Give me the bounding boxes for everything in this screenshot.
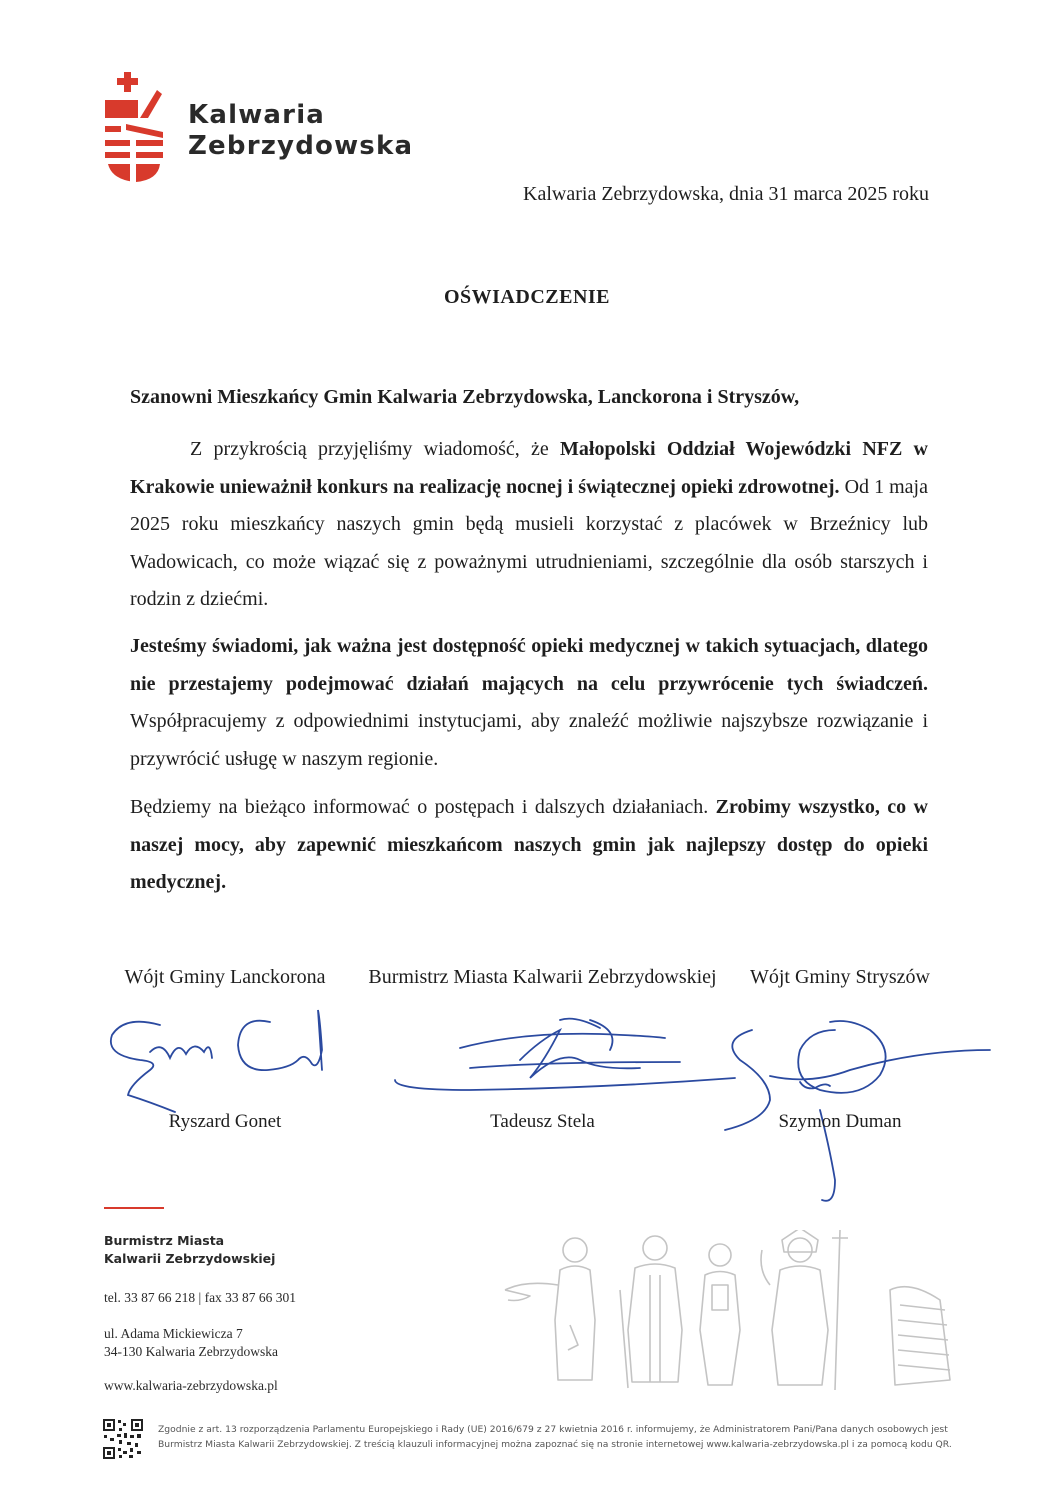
- p1-text-1: Z przykrością przyjęliśmy wiadomość, że: [190, 438, 561, 460]
- signatory-2-name: Tadeusz Stela: [490, 1111, 595, 1132]
- p1-bold-1: Małopolski Oddział Wojewódzki NFZ w Krakowie unieważnił konkurs na realizację nocnej i świątecznej opieki zdrowotnej.: [130, 438, 929, 498]
- footer-org-line2: Kalwarii Zebrzydowskiej: [104, 1251, 276, 1266]
- document-title: OŚWIADCZENIE: [443, 286, 611, 308]
- signatory-2-title: Burmistrz Miasta Kalwarii Zebrzydowskiej: [368, 966, 717, 988]
- gdpr-notice: [158, 1422, 973, 1452]
- pilgrim-figures-illustration-icon: [500, 1230, 960, 1400]
- gdpr-notice-line1: Zgodnie z art. 13 rozporządzenia Parlamentu Europejskiego i Rady (UE) 2016/679 z 27 kwietnia 2016 r. informujemy, że Administratorem Pani/Pana danych osobowych jest: [158, 1424, 948, 1435]
- signatory-3-name: Szymon Duman: [778, 1111, 902, 1132]
- p2-bold-1: Jesteśmy świadomi, jak ważna jest dostępność opieki medycznej w takich sytuacjach, dlatego nie przestajemy podejmować działań mających na celu przywrócenie tych świadczeń.: [130, 635, 928, 695]
- handwritten-signatures-icon: [0, 990, 1054, 1220]
- footer-accent-line: [104, 1207, 164, 1209]
- p1-text-2: Od 1 maja 2025 roku mieszkańcy naszych gmin będą musieli korzystać z placówek w Brzeźnicy lub Wadowicach, co może wiązać się z poważnymi utrudnieniami, szczególnie dla osób starszych i rodzin z dziećmi.: [130, 475, 928, 610]
- footer-organization: [104, 1232, 275, 1268]
- p2-text-1: Współpracujemy z odpowiednimi instytucjami, aby znaleźć możliwie najszybsze rozwiązanie i przywrócić usługę w naszym regionie.: [130, 710, 928, 770]
- date-line: Kalwaria Zebrzydowska, dnia 31 marca 2025 roku: [523, 183, 929, 205]
- paragraph-2: [130, 628, 928, 778]
- logo-name-line2: Zebrzydowska: [188, 131, 414, 161]
- footer-address-line1: ul. Adama Mickiewicza 7: [104, 1326, 243, 1341]
- city-logo-wordmark: [188, 100, 413, 162]
- footer-org-line1: Burmistrz Miasta: [104, 1233, 225, 1248]
- p3-bold-1: Zrobimy wszystko, co w naszej mocy, aby zapewnić mieszkańcom naszych gmin jak najlepszy dostęp do opieki medycznej.: [130, 796, 928, 893]
- paragraph-1: [130, 431, 928, 619]
- greeting: Szanowni Mieszkańcy Gmin Kalwaria Zebrzydowska, Lanckorona i Stryszów,: [130, 386, 800, 408]
- footer-address: [104, 1325, 278, 1361]
- logo-name-line1: Kalwaria: [188, 100, 326, 130]
- paragraph-3: [130, 789, 928, 902]
- footer-contact: tel. 33 87 66 218 | fax 33 87 66 301: [104, 1290, 297, 1305]
- signatory-3-title: Wójt Gminy Stryszów: [750, 966, 930, 988]
- p3-text-1: Będziemy na bieżąco informować o postępach i dalszych działaniach.: [130, 796, 716, 818]
- signatory-1-title: Wójt Gminy Lanckorona: [124, 966, 326, 988]
- footer-address-line2: 34-130 Kalwaria Zebrzydowska: [104, 1344, 278, 1359]
- qr-code-icon: [102, 1418, 144, 1460]
- gdpr-notice-line2: Burmistrz Miasta Kalwarii Zebrzydowskiej. Z treścią klauzuli informacyjnej można zapoznać się na stronie internetowej www.kalwaria-zebrzydowska.pl i za pomocą kodu QR.: [158, 1439, 952, 1450]
- footer-website: www.kalwaria-zebrzydowska.pl: [104, 1378, 278, 1393]
- city-logo-icon: [100, 72, 168, 184]
- signatory-1-name: Ryszard Gonet: [168, 1111, 282, 1132]
